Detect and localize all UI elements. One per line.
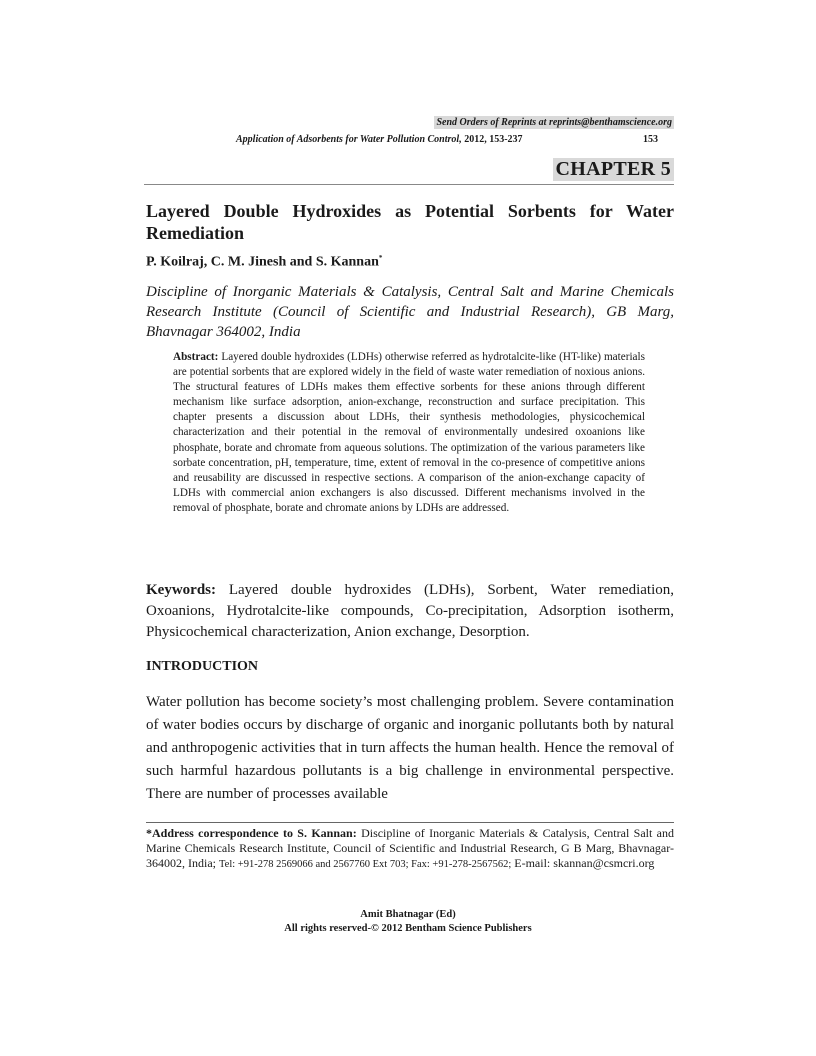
footnote-contact: Tel: +91-278 2569066 and 2567760 Ext 703; Fax: +91-278-2567562; bbox=[219, 859, 512, 871]
footnote-label: *Address correspondence to S. Kannan: bbox=[146, 826, 357, 840]
article-title: Layered Double Hydroxides as Potential Sorbents for Water Remediation bbox=[146, 201, 674, 243]
page-number: 153 bbox=[643, 134, 658, 145]
book-title: Application of Adsorbents for Water Pollution Control, bbox=[236, 134, 462, 145]
footnote-text: Discipline of Inorganic Materials & Catalysis, Central Salt and Marine Chemicals Research Institute, Council of Scientific and Industrial Research, G B Marg, Bhavnagar-364002, India; bbox=[146, 826, 675, 871]
footnote bbox=[146, 826, 674, 873]
intro-paragraph: Water pollution has become society’s most challenging problem. Severe contamination of water bodies occurs by discharge of organic and inorganic pollutants both by natural and anthropogenic activities that in turn affects the human health. Hence the removal of such harmful hazardous pollutants is a big challenge in environmental perspective. There are number of processes available bbox=[146, 694, 674, 802]
abstract-label: Abstract: bbox=[173, 351, 219, 363]
chapter-label: CHAPTER 5 bbox=[553, 158, 674, 181]
book-header bbox=[236, 134, 658, 145]
reprint-notice: Send Orders of Reprints at reprints@benthamscience.org bbox=[436, 117, 672, 128]
page-footer bbox=[0, 908, 816, 936]
authors bbox=[146, 254, 382, 271]
footnote-rule bbox=[146, 822, 674, 823]
book-year-pages: 2012, 153-237 bbox=[461, 134, 523, 145]
keywords-text: Layered double hydroxides (LDHs), Sorbent, Water remediation, Oxoanions, Hydrotalcite-like compounds, Co-precipitation, Adsorption isotherm, Physicochemical characterization, Anion exchange, Desorption. bbox=[146, 582, 674, 640]
corresponding-mark: * bbox=[378, 254, 383, 262]
keywords bbox=[146, 580, 674, 643]
editor-line: Amit Bhatnagar (Ed) bbox=[360, 909, 456, 920]
abstract bbox=[173, 350, 645, 516]
section-heading: INTRODUCTION bbox=[146, 659, 259, 674]
author-names: P. Koilraj, C. M. Jinesh and S. Kannan bbox=[146, 254, 379, 270]
keywords-label: Keywords: bbox=[146, 582, 216, 598]
header-rule bbox=[144, 184, 674, 185]
footnote-email: E-mail: skannan@csmcri.org bbox=[511, 856, 655, 871]
affiliation: Discipline of Inorganic Materials & Catalysis, Central Salt and Marine Chemicals Research Institute (Council of Scientific and Industrial Research), GB Marg, Bhavnagar 364002, India bbox=[146, 284, 674, 340]
copyright-line: All rights reserved-© 2012 Bentham Science Publishers bbox=[284, 923, 532, 934]
abstract-text: Layered double hydroxides (LDHs) otherwise referred as hydrotalcite-like (HT-like) materials are potential sorbents that are explored widely in the field of waste water remediation of noxious anions. The structural features of LDHs makes them effective sorbents for these anions through different mechanism like surface adsorption, anion-exchange, reconstruction and surface precipitation. This chapter presents a discussion about LDHs, their synthesis methodologies, physicochemical characterization and their potential in the removal of environmentally undesired oxoanions like phosphate, borate and chromate from aqueous solutions. The optimization of the various parameters like sorbate concentration, pH, temperature, time, extent of removal in the co-presence of competitive anions and reusability are discussed in respective sections. A comparison of the anion-exchange capacity of LDHs with commercial anion exchangers is also discussed. Different mechanisms involved in the removal of phosphate, borate and chromate anions by LDHs are addressed. bbox=[173, 351, 645, 514]
